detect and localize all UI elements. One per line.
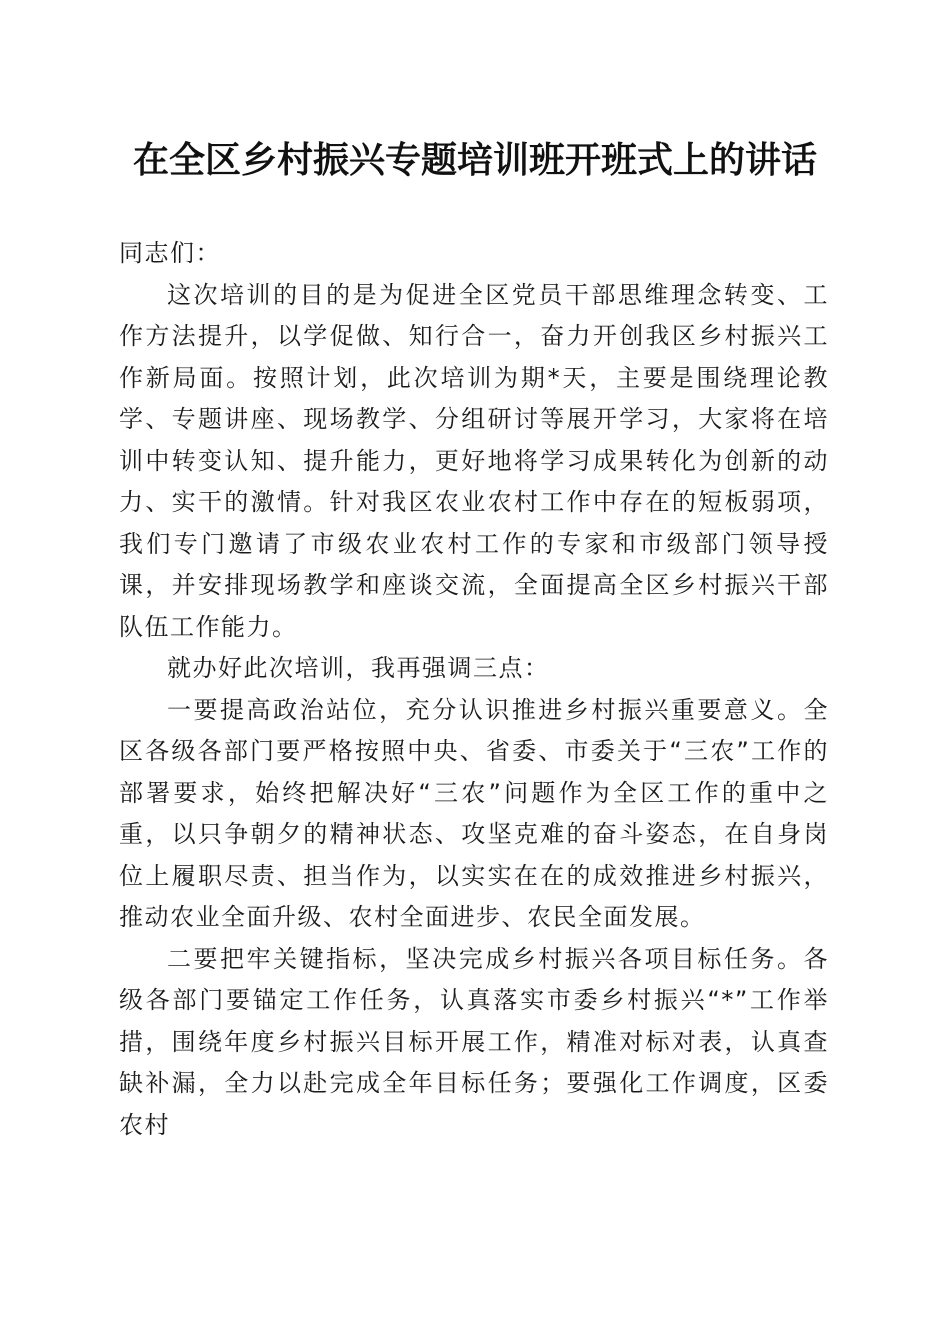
- document-body: [119, 233, 829, 1146]
- document-title: 在全区乡村振兴专题培训班开班式上的讲话: [132, 139, 817, 181]
- paragraph-3: 一要提高政治站位，充分认识推进乡村振兴重要意义。全区各级各部门要严格按照中央、省委、市委关于“三农”工作的部署要求，始终把解决好“三农”问题作为全区工作的重中之重，以只争朝夕的精神状态、攻坚克难的奋斗姿态，在自身岗位上履职尽责、担当作为，以实实在在的成效推进乡村振兴，推动农业全面升级、农村全面进步、农民全面发展。: [119, 695, 829, 931]
- salutation: 同志们：: [119, 239, 221, 267]
- paragraph-1: 这次培训的目的是为促进全区党员干部思维理念转变、工作方法提升，以学促做、知行合一，奋力开创我区乡村振兴工作新局面。按照计划，此次培训为期*天，主要是围绕理论教学、专题讲座、现场教学、分组研讨等展开学习，大家将在培训中转变认知、提升能力，更好地将学习成果转化为创新的动力、实干的激情。针对我区农业农村工作中存在的短板弱项，我们专门邀请了市级农业农村工作的专家和市级部门领导授课，并安排现场教学和座谈交流，全面提高全区乡村振兴干部队伍工作能力。: [119, 280, 829, 641]
- paragraph-2: 就办好此次培训，我再强调三点：: [167, 654, 550, 682]
- paragraph-4: 二要把牢关键指标，坚决完成乡村振兴各项目标任务。各级各部门要锚定工作任务，认真落实市委乡村振兴“*”工作举措，围绕年度乡村振兴目标开展工作，精准对标对表，认真查缺补漏，全力以赴完成全年目标任务；要强化工作调度，区委农村: [119, 944, 829, 1139]
